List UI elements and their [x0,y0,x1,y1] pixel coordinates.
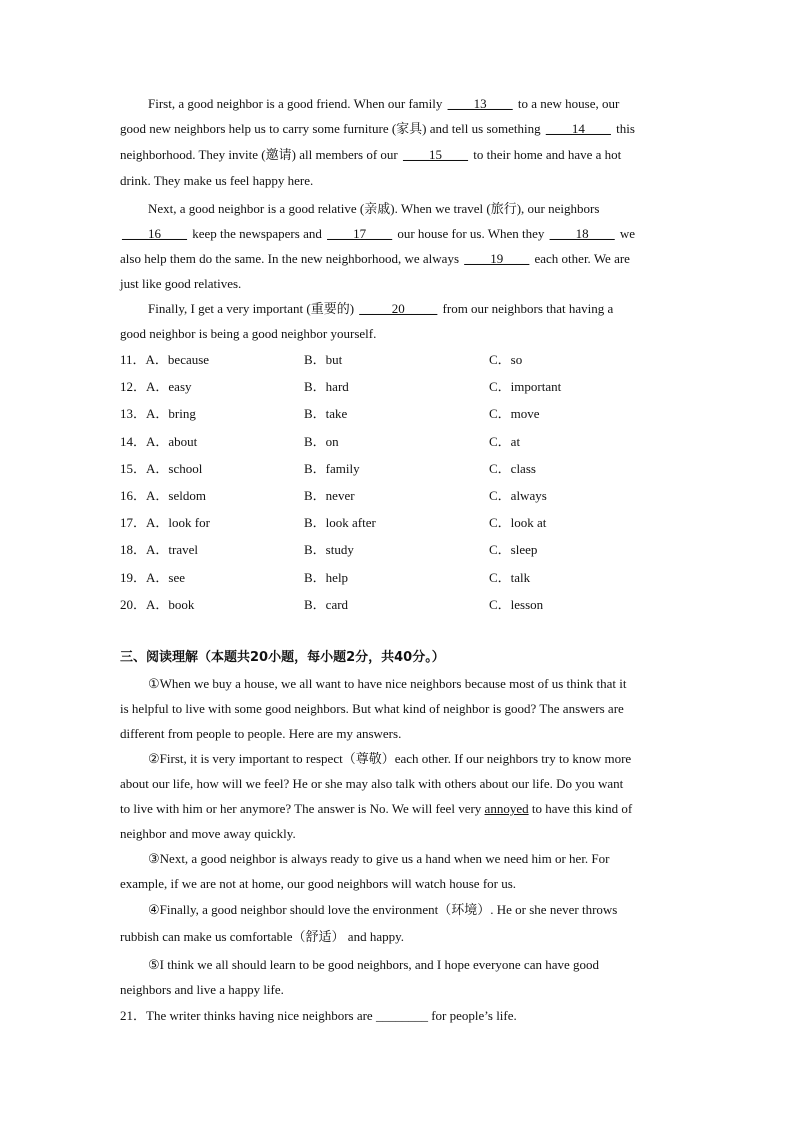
question-number: 19． [120,569,147,585]
question-number: 15． [120,460,147,476]
text-line: good neighbor is being a good neighbor yourself. [120,326,377,341]
option-c: C．class [489,460,536,476]
question-number: 11． [120,352,146,367]
text-line: ①When we buy a house, we all want to have nice neighbors because most of us think that it [148,676,627,691]
blank-18: ____18____ [549,226,615,241]
question-21 [120,1003,680,1028]
blank-16: ____16____ [122,226,187,241]
text-line: rubbish can make us comfortable（舒适） and happy. [120,929,405,944]
question-row-14 [120,428,680,455]
option-b: B．hard [304,379,349,395]
text-line: neighbors and live a happy life. [120,982,284,997]
passage1-paragraph3 [120,296,680,346]
question-number: 17． [120,515,147,531]
text-line: ②First, it is very important to respect（尊敬）each other. If our neighbors try to know more [148,751,632,766]
text-line: different from people to people. Here are my answers. [120,726,402,741]
question-number: 12． [120,379,147,395]
question-row-18 [120,536,680,563]
text-line: neighbor and move away quickly. [120,826,296,841]
option-c: C．move [489,406,540,422]
reading-paragraph-1 [120,671,680,746]
question-text: 21．The writer thinks having nice neighbors are ________ for people’s life. [120,1008,517,1023]
option-a: A．seldom [146,487,206,503]
option-a: A．book [146,596,195,612]
blank-13: ____13____ [447,96,513,111]
option-c: C．so [489,352,523,367]
reading-paragraph-4 [120,897,680,952]
option-c: C．talk [489,569,531,585]
option-b: B．card [304,596,349,612]
question-number: 16． [120,487,147,503]
reading-paragraph-3 [120,846,680,896]
option-a: A．travel [146,542,198,558]
text-line: neighborhood. They invite (邀请) all members of our ____15____ to their home and have a hot [120,147,622,162]
option-b: B．look after [304,515,376,531]
question-row-16 [120,482,680,509]
text-line: Next, a good neighbor is a good relative (亲戚). When we travel (旅行), our neighbors [148,201,600,216]
text-line: to live with him or her anymore? The answer is No. We will feel very annoyed to have this kind of [120,801,633,816]
text-line: good new neighbors help us to carry some furniture (家具) and tell us something ____14____ this [120,121,635,136]
option-c: C．sleep [489,542,538,558]
text-line: ③Next, a good neighbor is always ready to give us a hand when we need him or her. For [148,851,610,866]
blank-15: ____15____ [403,147,469,162]
text-line: ____16____ keep the newspapers and ____17____ our house for us. When they ____18____ we [122,226,636,241]
option-c: C．lesson [489,596,544,612]
option-a: A．bring [146,406,196,422]
text-line: about our life, how will we feel? He or she may also talk with others about our life. Do you want [120,776,624,791]
question-number: 20． [120,596,147,612]
question-number: 14． [120,433,147,449]
text-line: is helpful to live with some good neighbors. But what kind of neighbor is good? The answers are [120,701,624,716]
question-row-17 [120,509,680,536]
option-a: A．because [145,352,210,367]
option-a: A．see [146,569,186,585]
option-b: B．help [304,569,349,585]
option-c: C．important [489,379,562,395]
text-line: just like good relatives. [120,276,242,291]
answer-options [120,346,680,618]
blank-20: _____20_____ [359,301,438,316]
option-b: B．on [304,433,339,449]
text-line: example, if we are not at home, our good neighbors will watch house for us. [120,876,517,891]
reading-paragraph-5 [120,952,680,1002]
underlined-word: annoyed [484,801,529,816]
text-line: First, a good neighbor is a good friend. When our family ____13____ to a new house, our [148,96,620,111]
passage1-paragraph1 [120,91,680,193]
option-b: B．never [304,487,355,503]
option-a: A．about [146,433,198,449]
text-line: Finally, I get a very important (重要的) _____20_____ from our neighbors that having a [148,301,614,316]
text-line: ④Finally, a good neighbor should love the environment（环境）. He or she never throws [148,902,618,917]
blank-19: ____19____ [464,251,530,266]
passage1-paragraph2 [120,196,680,296]
question-row-20 [120,591,680,618]
section-heading: 三、阅读理解（本题共20小题，每小题2分，共40分。） [120,650,445,665]
blank-17: ____17____ [327,226,393,241]
question-row-19 [120,564,680,591]
question-number: 18． [120,542,147,558]
reading-paragraph-2 [120,746,680,846]
text-line: ⑤I think we all should learn to be good neighbors, and I hope everyone can have good [148,957,600,972]
question-row-11 [120,346,680,373]
question-row-12 [120,373,680,400]
option-c: C．look at [489,515,547,531]
text-line: also help them do the same. In the new neighborhood, we always ____19____ each other. We are [120,251,630,266]
blank-14: ____14____ [545,121,611,136]
option-c: C．at [489,433,521,449]
option-a: A．look for [146,515,210,531]
option-b: B．but [304,352,343,367]
text-line: drink. They make us feel happy here. [120,173,314,188]
question-row-15 [120,455,680,482]
option-a: A．school [146,460,203,476]
option-b: B．take [304,406,348,422]
question-number: 13． [120,406,147,422]
option-b: B．study [304,542,354,558]
option-c: C．always [489,487,547,503]
question-row-13 [120,400,680,427]
option-a: A．easy [146,379,192,395]
option-b: B．family [304,460,360,476]
